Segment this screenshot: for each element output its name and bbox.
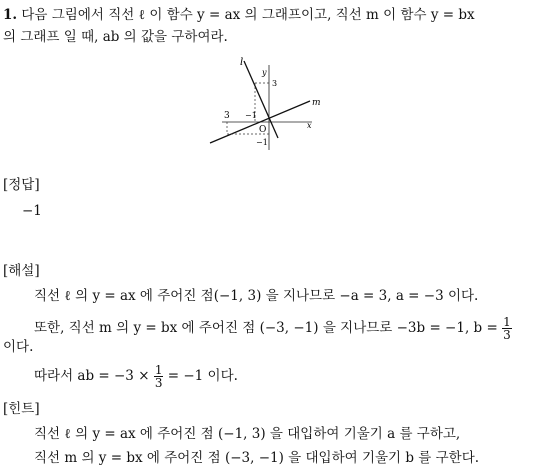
label-x: x bbox=[307, 121, 312, 130]
solution-line-4 bbox=[34, 364, 238, 389]
hint-line-2: 직선 m 의 y = bx 에 주어진 점 (−3, −1) 을 대입하여 기울기 b 를 구한다. bbox=[34, 450, 480, 466]
label-y: y bbox=[262, 68, 267, 77]
solution-line-4-pre: 따라서 ab = −3 × bbox=[34, 368, 150, 384]
tick-3-y: 3 bbox=[272, 79, 278, 88]
label-origin: O bbox=[259, 125, 267, 135]
problem-number: 1. bbox=[3, 7, 18, 23]
solution-line-2-text: 또한, 직선 m 의 y = bx 에 주어진 점 (−3, −1) 을 지나므로 −3b = −1, b = bbox=[34, 320, 498, 336]
solution-header: [해설] bbox=[3, 263, 40, 279]
solution-line-4-post: = −1 이다. bbox=[167, 368, 238, 384]
problem-line-2: 의 그래프 일 때, ab 의 값을 구하여라. bbox=[3, 29, 228, 45]
label-l: l bbox=[240, 57, 244, 68]
graph-figure bbox=[200, 55, 330, 155]
fraction-one-third: $\frac{1}{3}$ bbox=[503, 315, 511, 342]
hint-header: [힌트] bbox=[3, 401, 40, 417]
label-m: m bbox=[312, 98, 321, 108]
solution-line-2 bbox=[34, 316, 512, 341]
answer-value: −1 bbox=[22, 203, 42, 219]
problem-text-1: 다음 그림에서 직선 ℓ 이 함수 y = ax 의 그래프이고, 직선 m 이 함수 y = bx bbox=[21, 7, 475, 23]
tick-neg1-x: −1 bbox=[245, 111, 257, 120]
fraction-one-third-2: $\frac{1}{3}$ bbox=[154, 363, 163, 390]
tick-3-left: 3 bbox=[224, 111, 230, 121]
problem-line-1 bbox=[3, 6, 475, 24]
answer-header: [정답] bbox=[3, 177, 40, 193]
solution-line-1: 직선 ℓ 의 y = ax 에 주어진 점(−1, 3) 을 지나므로 −a = 3, a = −3 이다. bbox=[34, 288, 479, 304]
solution-line-3: 이다. bbox=[3, 339, 34, 355]
hint-line-1: 직선 ℓ 의 y = ax 에 주어진 점 (−1, 3) 을 대입하여 기울기 a 를 구하고, bbox=[34, 426, 461, 442]
tick-neg1-y: −1 bbox=[256, 138, 268, 147]
